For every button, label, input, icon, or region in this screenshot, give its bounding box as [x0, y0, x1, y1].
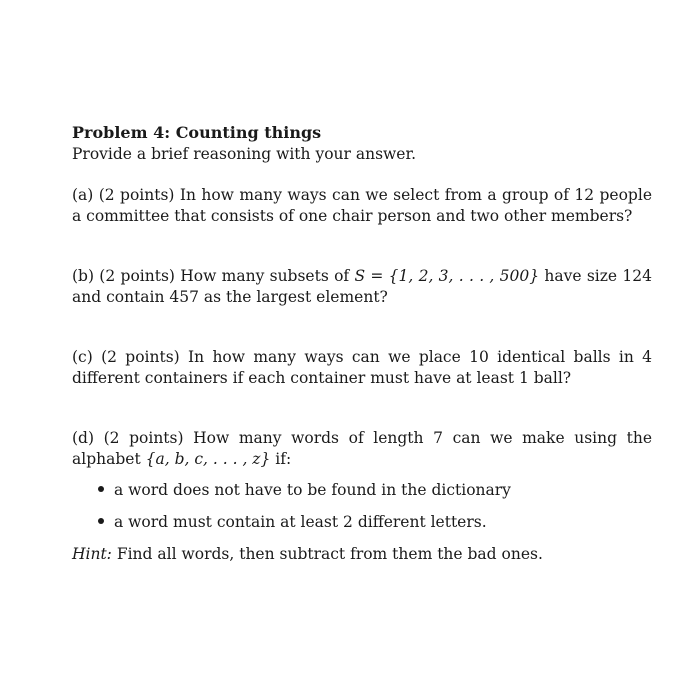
hint-label: Hint:: [72, 545, 112, 563]
part-d-conditions: [72, 480, 652, 533]
bullet-icon: [98, 518, 104, 524]
problem-sheet: [72, 122, 652, 565]
part-d-suffix: if:: [270, 450, 292, 468]
problem-instructions: Provide a brief reasoning with your answer.: [72, 145, 417, 163]
hint: [72, 544, 652, 565]
part-b: [72, 266, 652, 308]
part-c: (c) (2 points) In how many ways can we place 10 identical balls in 4 different containers if each container must have at least 1 ball?: [72, 348, 652, 387]
condition-text: a word does not have to be found in the dictionary: [114, 481, 511, 499]
hint-text: Find all words, then subtract from them the bad ones.: [111, 545, 543, 563]
part-b-suffix: have size 124 and contain 457 as the largest element?: [72, 267, 652, 306]
set-s: S = {1, 2, 3, . . . , 500}: [354, 267, 540, 285]
alphabet-set: {a, b, c, . . . , z}: [145, 450, 271, 468]
part-d: [72, 428, 652, 470]
condition-text: a word must contain at least 2 different letters.: [114, 513, 487, 531]
list-item: [98, 480, 652, 501]
part-a: (a) (2 points) In how many ways can we select from a group of 12 people a committee that consists of one chair person and two other members?: [72, 186, 652, 225]
list-item: [98, 512, 652, 533]
part-b-prefix: (b) (2 points) How many subsets of: [72, 267, 355, 285]
part-d-prefix: (d) (2 points) How many words of length 7 can we make using the alphabet: [72, 429, 652, 468]
bullet-icon: [98, 486, 104, 492]
problem-title: Problem 4: Counting things: [72, 123, 322, 142]
